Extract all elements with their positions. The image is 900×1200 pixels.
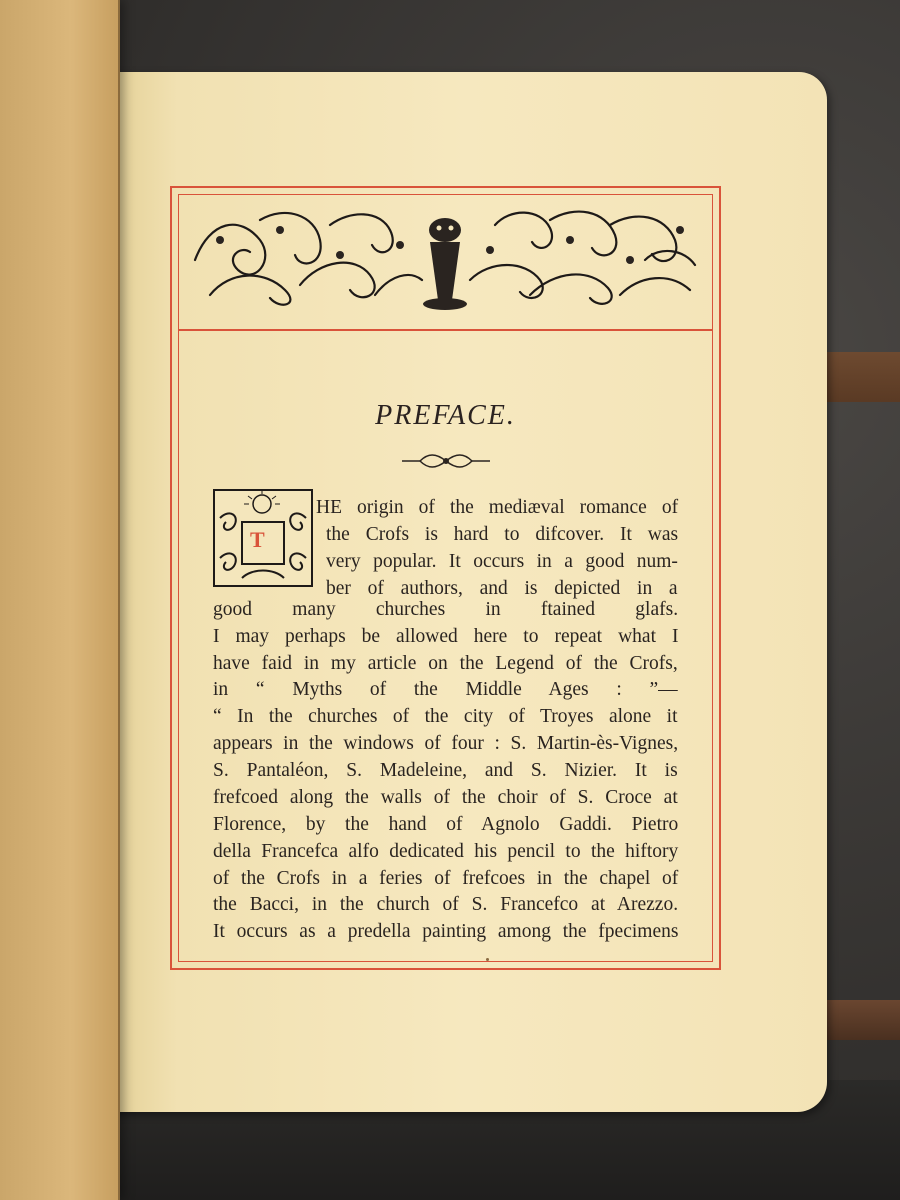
foliate-ornament-icon [190, 200, 700, 312]
page-title: PREFACE. [375, 400, 516, 431]
text-line: good many churches in ftained glafs. [213, 599, 679, 620]
text-line: frefcoed along the walls of the choir of S. Croce at [213, 787, 678, 808]
flourish-icon [400, 452, 492, 470]
text-line: HE origin of the mediæval romance of [316, 497, 679, 518]
book-cover-board [0, 0, 120, 1200]
text-line: I may perhaps be allowed here to repeat what I [213, 626, 679, 647]
drop-cap-letter: T [250, 527, 265, 552]
text-line: della Francefca alfo dedicated his pencil to the hiftory [213, 841, 679, 862]
text-line: in “ Myths of the Middle Ages : ”— [213, 679, 678, 700]
text-line: the Bacci, in the church of S. Francefco at Arezzo. [213, 894, 679, 915]
text-line: “ In the churches of the city of Troyes alone it [213, 706, 678, 727]
text-line: of the Crofs in a feries of frefcoes in the chapel of [213, 868, 679, 889]
text-line: have faid in my article on the Legend of the Crofs, [213, 653, 678, 674]
text-line: It occurs as a predella painting among the fpecimens [213, 921, 679, 942]
text-line: very popular. It occurs in a good num- [326, 551, 678, 572]
ink-dot [486, 958, 489, 961]
text-line: ber of authors, and is depicted in a [326, 578, 678, 599]
text-line: S. Pantaléon, S. Madeleine, and S. Nizier. It is [213, 760, 678, 781]
text-line: the Crofs is hard to difcover. It was [326, 524, 679, 545]
text-line: appears in the windows of four : S. Martin-ès-Vignes, [213, 733, 679, 754]
text-line: Florence, by the hand of Agnolo Gaddi. Pietro [213, 814, 679, 835]
